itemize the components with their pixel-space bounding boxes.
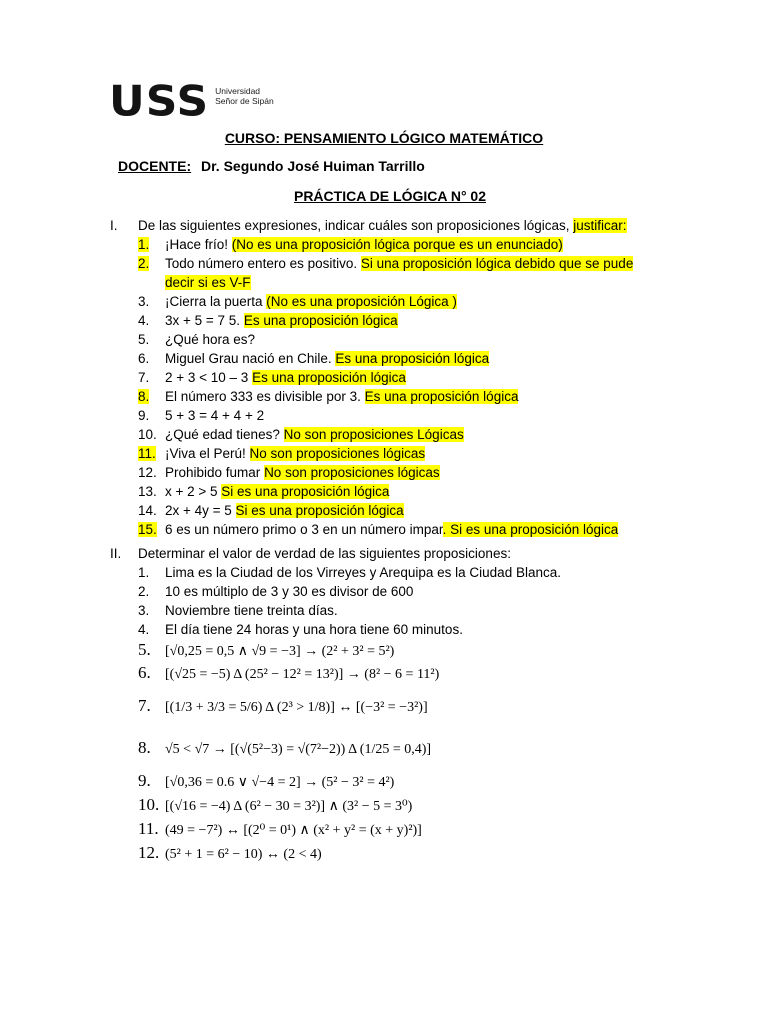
list-item-text: ¡Cierra la puerta bbox=[165, 294, 267, 309]
logo-line-2: Señor de Sipán bbox=[215, 96, 274, 106]
list-item-text: Noviembre tiene treinta días. bbox=[165, 603, 338, 618]
list-item-number-text: 1. bbox=[138, 237, 150, 252]
list-item-answer: (No es una proposición lógica porque es un enunciado) bbox=[231, 237, 563, 252]
list-item-number bbox=[138, 293, 149, 311]
list-item-number-text: 14. bbox=[138, 503, 157, 518]
practice-title: PRÁCTICA DE LÓGICA N° 02 bbox=[293, 188, 487, 204]
list-item bbox=[165, 255, 633, 273]
math-item-number: 12. bbox=[138, 843, 160, 862]
list-item-number bbox=[138, 502, 157, 520]
list-item-number bbox=[138, 407, 149, 425]
list-item-text: x + 2 > 5 bbox=[165, 484, 222, 499]
list-item-text: 6 es un número primo o 3 en un número impar bbox=[165, 522, 443, 537]
logo-text bbox=[215, 86, 274, 106]
list-item-number: 1. bbox=[138, 565, 150, 580]
list-item-number bbox=[138, 445, 156, 463]
list-item-answer: Es una proposición lógica bbox=[335, 351, 490, 366]
list-item-text: El día tiene 24 horas y una hora tiene 60 minutos. bbox=[165, 622, 463, 637]
list-item-number bbox=[138, 331, 149, 349]
list-item bbox=[165, 521, 618, 539]
math-expression: (49 = −7²) ↔ [(2⁰ = 0¹) ∧ (x² + y² = (x + y)²)] bbox=[165, 823, 422, 838]
list-item-number-text: 2. bbox=[138, 256, 150, 271]
logo-line-1: Universidad bbox=[215, 86, 261, 96]
list-item bbox=[165, 274, 251, 292]
list-item bbox=[165, 236, 563, 254]
section-2-number: II. bbox=[110, 546, 122, 561]
list-item-number: 4. bbox=[138, 622, 150, 637]
list-item-number bbox=[138, 350, 149, 368]
list-item-answer: No son proposiciones lógicas bbox=[264, 465, 440, 480]
list-item-answer: No son proposiciones Lógicas bbox=[283, 427, 464, 442]
list-item-number-text: 5. bbox=[138, 332, 150, 347]
list-item-text: El número 333 es divisible por 3. bbox=[165, 389, 365, 404]
list-item bbox=[165, 331, 255, 349]
list-item bbox=[165, 312, 398, 330]
list-item-number bbox=[138, 255, 149, 273]
list-item bbox=[165, 388, 518, 406]
list-item bbox=[165, 369, 406, 387]
university-logo bbox=[109, 77, 274, 126]
list-item bbox=[165, 502, 404, 520]
list-item-text: ¿Qué hora es? bbox=[165, 332, 256, 347]
list-item-text: Todo número entero es positivo. bbox=[165, 256, 361, 271]
list-item bbox=[165, 350, 489, 368]
math-expression: [√0,25 = 0,5 ∧ √9 = −3] → (2² + 3² = 5²) bbox=[165, 644, 395, 659]
list-item bbox=[165, 483, 389, 501]
math-item-number: 10. bbox=[138, 795, 160, 814]
list-item-text: 10 es múltiplo de 3 y 30 es divisor de 600 bbox=[165, 584, 414, 599]
list-item bbox=[165, 445, 425, 463]
list-item bbox=[165, 293, 457, 311]
list-item-number bbox=[138, 369, 149, 387]
list-item-number bbox=[138, 521, 157, 539]
math-item-number: 6. bbox=[138, 663, 151, 682]
math-expression: (5² + 1 = 6² − 10) ↔ (2 < 4) bbox=[165, 847, 322, 862]
list-item-number bbox=[138, 388, 149, 406]
list-item-number-text: 7. bbox=[138, 370, 150, 385]
list-item-number: 2. bbox=[138, 584, 150, 599]
list-item-text: 5 + 3 = 4 + 4 + 2 bbox=[165, 408, 265, 423]
list-item bbox=[165, 407, 264, 425]
list-item-text: Miguel Grau nació en Chile. bbox=[165, 351, 336, 366]
list-item-answer: Es una proposición lógica bbox=[364, 389, 519, 404]
math-expression: [(1/3 + 3/3 = 5/6) Δ (2³ > 1/8)] ↔ [(−3² = −3²)] bbox=[165, 700, 428, 715]
list-item-number bbox=[138, 483, 157, 501]
list-item-number-text: 15. bbox=[138, 522, 157, 537]
list-item-text: ¿Qué edad tienes? bbox=[165, 427, 284, 442]
math-expression: [(√16 = −4) Δ (6² − 30 = 3²)] ∧ (3² − 5 = 3⁰) bbox=[165, 799, 413, 814]
list-item-number-text: 6. bbox=[138, 351, 150, 366]
list-item-number-text: 12. bbox=[138, 465, 157, 480]
list-item-answer: . Si es una proposición lógica bbox=[442, 522, 619, 537]
list-item-number bbox=[138, 464, 157, 482]
list-item-answer: No son proposiciones lógicas bbox=[249, 446, 426, 461]
list-item-text: Lima es la Ciudad de los Virreyes y Arequipa es la Ciudad Blanca. bbox=[165, 565, 561, 580]
list-item-answer: Es una proposición lógica bbox=[252, 370, 406, 385]
list-item bbox=[165, 464, 440, 482]
list-item-number-text: 13. bbox=[138, 484, 157, 499]
list-item-number-text: 10. bbox=[138, 427, 157, 442]
list-item-text: 2 + 3 < 10 – 3 bbox=[165, 370, 253, 385]
math-item-number: 8. bbox=[138, 738, 151, 757]
logo-mark: USS bbox=[109, 77, 210, 126]
list-item-number-text: 8. bbox=[138, 389, 150, 404]
list-item-number-text: 9. bbox=[138, 408, 150, 423]
list-item-answer: (No es una proposición Lógica ) bbox=[266, 294, 457, 309]
course-title: CURSO: PENSAMIENTO LÓGICO MATEMÁTICO bbox=[224, 130, 544, 146]
list-item-answer: decir si es V-F bbox=[165, 275, 251, 290]
section-2-title: Determinar el valor de verdad de las siguientes proposiciones: bbox=[138, 546, 511, 561]
list-item-text: Prohibido fumar bbox=[165, 465, 265, 480]
list-item-number-text: 4. bbox=[138, 313, 150, 328]
section-1-title-text: De las siguientes expresiones, indicar cuáles son proposiciones lógicas, bbox=[138, 218, 574, 233]
list-item bbox=[165, 426, 464, 444]
list-item-text: 3x + 5 = 7 5. bbox=[165, 313, 244, 328]
math-item-number: 9. bbox=[138, 771, 151, 790]
list-item-text: ¡Hace frío! bbox=[165, 237, 232, 252]
list-item-number bbox=[138, 236, 149, 254]
list-item-answer: Si es una proposición lógica bbox=[221, 484, 390, 499]
list-item-number-text: 3. bbox=[138, 294, 150, 309]
list-item-number bbox=[138, 312, 149, 330]
teacher-line bbox=[118, 158, 425, 174]
math-item-number: 5. bbox=[138, 640, 151, 659]
section-1-title-highlight: justificar: bbox=[573, 218, 627, 233]
list-item-answer: Si es una proposición lógica bbox=[235, 503, 404, 518]
list-item-number-text: 11. bbox=[138, 446, 156, 461]
list-item-answer: Si una proposición lógica debido que se pude bbox=[360, 256, 634, 271]
list-item-text: 2x + 4y = 5 bbox=[165, 503, 236, 518]
math-item-number: 7. bbox=[138, 696, 151, 715]
list-item-number: 3. bbox=[138, 603, 150, 618]
list-item-number bbox=[138, 426, 157, 444]
teacher-label: DOCENTE: bbox=[118, 158, 192, 174]
section-1-number: I. bbox=[110, 218, 118, 233]
math-expression: [√0,36 = 0.6 ∨ √−4 = 2] → (5² − 3² = 4²) bbox=[165, 775, 395, 790]
math-expression: [(√25 = −5) Δ (25² − 12² = 13²)] → (8² − 6 = 11²) bbox=[165, 667, 440, 682]
list-item-answer: Es una proposición lógica bbox=[243, 313, 398, 328]
math-item-number: 11. bbox=[138, 819, 159, 838]
section-1-title bbox=[138, 217, 627, 235]
list-item-text: ¡Viva el Perú! bbox=[165, 446, 250, 461]
math-expression: √5 < √7 → [(√(5²−3) = √(7²−2)) Δ (1/25 = 0,4)] bbox=[165, 742, 432, 757]
teacher-name: Dr. Segundo José Huiman Tarrillo bbox=[201, 158, 425, 174]
